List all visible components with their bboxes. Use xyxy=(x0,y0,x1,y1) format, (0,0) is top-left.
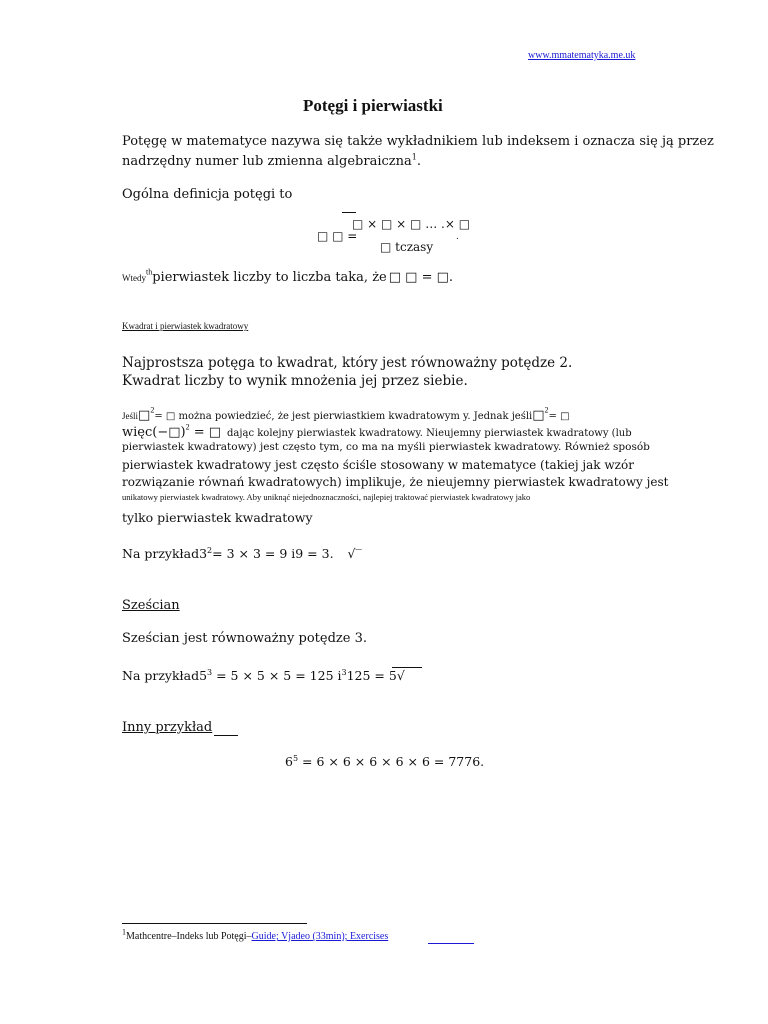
formula-dot: . xyxy=(456,232,459,242)
square-para2-line-3: pierwiastek kwadratowy) jest często tym, co ma na myśli pierwiastek kwadratowy. Również sposób xyxy=(122,441,650,453)
section-heading-square: Kwadrat i pierwiastek kwadratowy xyxy=(122,321,249,331)
cube-root-vinculum xyxy=(392,667,422,668)
formula-top: □ × □ × □ … .× □ xyxy=(352,217,471,231)
footnote-link[interactable]: Guide; Vjadeo (33min); Exercises xyxy=(251,931,389,942)
section-heading-cube: Sześcian xyxy=(122,598,180,613)
intro-line-1: Potęgę w matematyce nazywa się także wykładnikiem lub indeksem i oznacza się ją przez xyxy=(122,134,714,149)
intro-line-2: nadrzędny numer lub zmienna algebraiczna$^1$. xyxy=(122,152,421,169)
footnote: $^1$Mathcentre–Indeks lub Potęgi–Guide; Vjadeo (33min); Exercises xyxy=(122,927,389,942)
footnote-separator xyxy=(122,923,307,924)
formula-bottom: □ tczasy xyxy=(380,240,434,254)
page-title: Potęgi i pierwiastki xyxy=(303,96,443,115)
other-example-formula: $6^5 = 6 \times 6 \times 6 \times 6 \times 6 = 7776$. xyxy=(285,753,485,769)
square-para2-line-4: pierwiastek kwadratowy jest często ściśle stosowany w matematyce (takiej jak wzór xyxy=(122,458,634,472)
footnote-ref: 1 xyxy=(411,152,417,162)
square-para2-line-6: unikatowy pierwiastek kwadratowy. Aby uniknąć niejednoznaczności, najlepiej traktować pierwiastek kwadratowy jako xyxy=(122,492,531,502)
square-para2-line-1: Jeśli□$^2$= □ można powiedzieć, że jest pierwiastkiem kwadratowym y. Jednak jeśli□$^2$= □ xyxy=(122,405,570,423)
definition-label: Ogólna definicja potęgi to xyxy=(122,187,293,202)
heading-underline-tail xyxy=(214,735,238,736)
formula-lhs: □ □ = xyxy=(317,229,358,243)
section-heading-other: Inny przykład xyxy=(122,720,213,735)
cbrt-symbol: √ xyxy=(396,668,405,683)
cube-para: Sześcian jest równoważny potędze 3. xyxy=(122,631,367,646)
square-para-line-2: Kwadrat liczby to wynik mnożenia jej przez siebie. xyxy=(122,373,468,389)
square-example: Na $przykład3^2= 3 \times 3 = 9$ i9 = 3. √‾ xyxy=(122,545,362,561)
header-url-link[interactable]: www.mmatematyka.me.uk xyxy=(528,50,636,61)
cube-example: Na $przykład5^3 = 5 \times 5 \times 5 = 125$ $i^3125 = 5√$ xyxy=(122,667,405,683)
overbrace-left xyxy=(342,212,356,213)
footnote-link-underline-tail xyxy=(428,943,474,944)
square-para2-line-7: tylko pierwiastek kwadratowy xyxy=(122,510,313,525)
square-para2-line-5: rozwiązanie równań kwadratowych) implikuje, że nieujemny pierwiastek kwadratowy jest xyxy=(122,475,669,489)
sqrt-symbol: √‾ xyxy=(347,546,362,561)
square-para-line-1: Najprostsza potęga to kwadrat, który jest równoważny potędze 2. xyxy=(122,355,573,371)
root-definition-line: Wtedy$^{th}$pierwiastek liczby to liczba taka, że □ □ = □. xyxy=(122,267,454,285)
square-para2-line-2: więc(−□)$^2$ = □ dając kolejny pierwiastek kwadratowy. Nieujemny pierwiastek kwadratowy (lub xyxy=(122,422,632,440)
